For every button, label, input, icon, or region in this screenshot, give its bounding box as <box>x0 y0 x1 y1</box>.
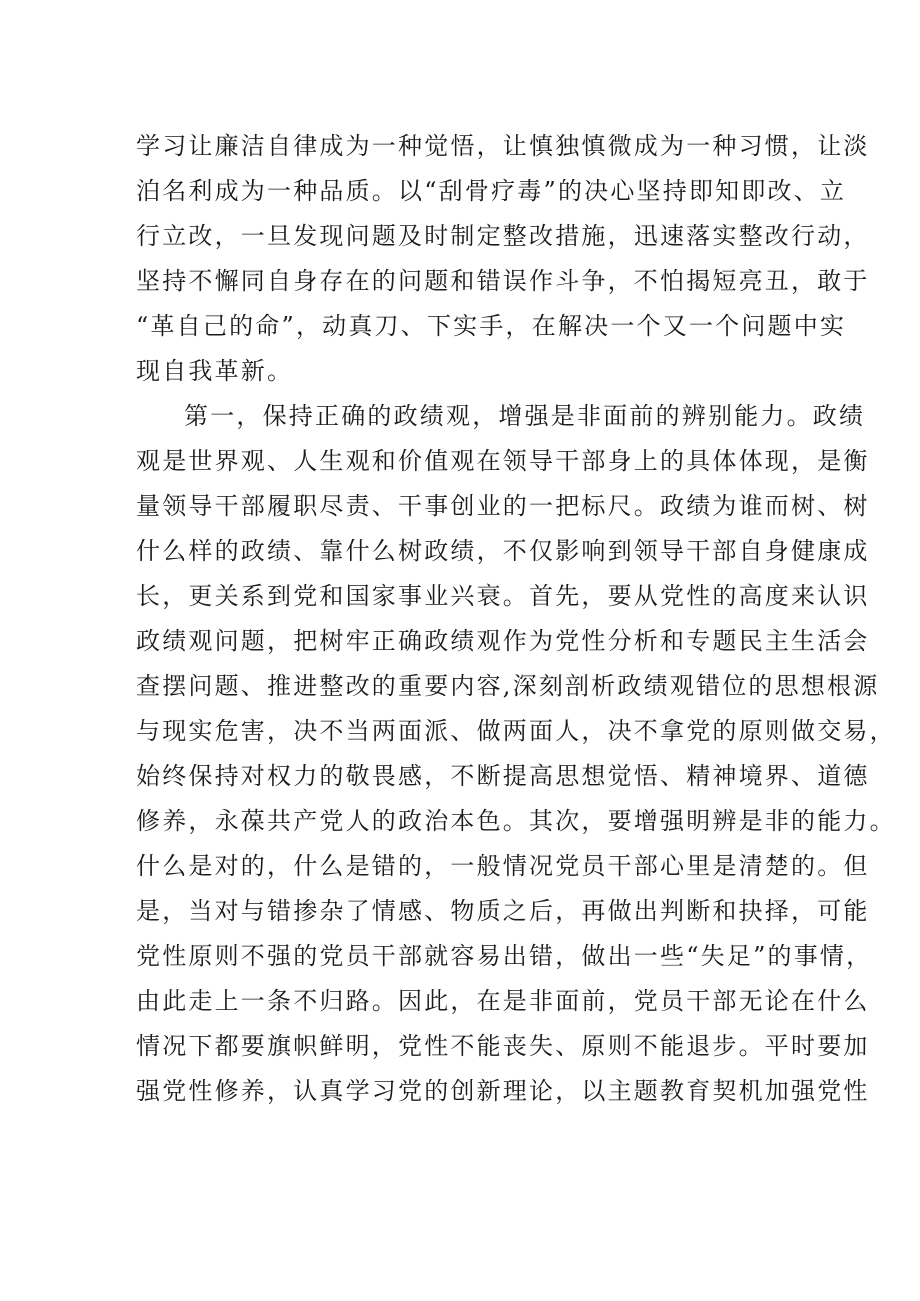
text-line: 学习让廉洁自律成为一种觉悟，让慎独慎微成为一种习惯，让淡 <box>136 132 870 160</box>
text-line: 现自我革新。 <box>136 357 294 385</box>
text-line: 强党性修养，认真学习党的创新理论，以主题教育契机加强党性 <box>136 1077 870 1105</box>
text-line: 修养，永葆共产党人的政治本色。其次，要增强明辨是非的能力。 <box>136 807 896 835</box>
text-line: 什么样的政绩、靠什么树政绩，不仅影响到领导干部自身健康成 <box>136 537 870 565</box>
text-line: 行立改，一旦发现问题及时制定整改措施，迅速落实整改行动， <box>136 222 870 250</box>
text-line: 党性原则不强的党员干部就容易出错，做出一些“失足”的事情， <box>136 942 873 970</box>
body-text <box>136 124 896 1114</box>
text-line: 由此走上一条不归路。因此，在是非面前，党员干部无论在什么 <box>136 987 870 1015</box>
text-line: 泊名利成为一种品质。以“刮骨疗毒”的决心坚持即知即改、立 <box>136 177 847 205</box>
text-line: 长，更关系到党和国家事业兴衰。首先，要从党性的高度来认识 <box>136 582 870 610</box>
text-line: 查摆问题、推进整改的重要内容,深刻剖析政绩观错位的思想根源 <box>136 672 880 700</box>
text-line: 是，当对与错掺杂了情感、物质之后，再做出判断和抉择，可能 <box>136 897 870 925</box>
text-line: “革自己的命”，动真刀、下实手，在解决一个又一个问题中实 <box>136 312 847 340</box>
text-line: 什么是对的，什么是错的，一般情况党员干部心里是清楚的。但 <box>136 852 870 880</box>
text-line: 情况下都要旗帜鲜明，党性不能丧失、原则不能退步。平时要加 <box>136 1032 870 1060</box>
text-line: 与现实危害，决不当两面派、做两面人，决不拿党的原则做交易， <box>136 717 896 745</box>
text-line: 观是世界观、人生观和价值观在领导干部身上的具体体现，是衡 <box>136 447 870 475</box>
text-line: 量领导干部履职尽责、干事创业的一把标尺。政绩为谁而树、树 <box>136 492 870 520</box>
text-line: 坚持不懈同自身存在的问题和错误作斗争，不怕揭短亮丑，敢于 <box>136 267 870 295</box>
text-line: 始终保持对权力的敬畏感，不断提高思想觉悟、精神境界、道德 <box>136 762 870 790</box>
text-line: 政绩观问题，把树牢正确政绩观作为党性分析和专题民主生活会 <box>136 627 870 655</box>
paragraph-first-line: 第一，保持正确的政绩观，增强是非面前的辨别能力。政绩 <box>184 402 866 430</box>
